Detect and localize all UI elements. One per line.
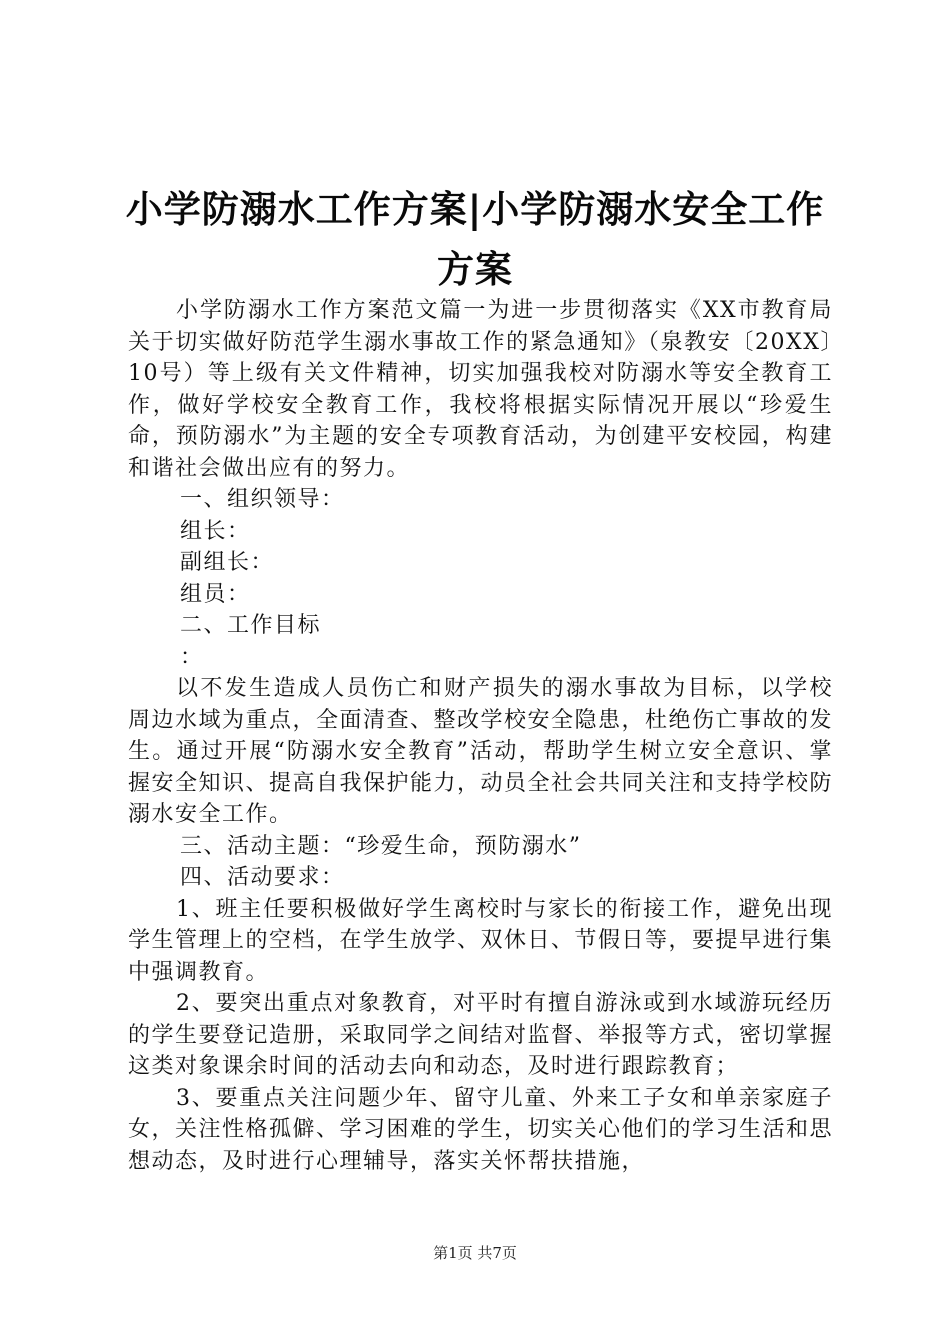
section-heading-goals: 二、工作目标	[180, 613, 322, 638]
goals-colon: ：	[180, 644, 204, 670]
role-deputy-leader: 副组长：	[180, 550, 275, 575]
requirement-item-2: 2、要突出重点对象教育，对平时有擅自游泳或到水域游玩经历的学生要登记造册，采取同学之间结对监督、举报等方式，密切掌握这类对象课余时间的活动去向和动态，及时进行跟踪教育；	[128, 991, 834, 1079]
section-heading-theme: 三、活动主题：“珍爱生命，预防溺水”	[180, 833, 582, 859]
document-body	[128, 295, 833, 1177]
intro-paragraph: 小学防溺水工作方案范文篇一为进一步贯彻落实《XX市教育局关于切实做好防范学生溺水事故工作的紧急通知》（泉教安〔20XX〕10号）等上级有关文件精神，切实加强我校对防溺水等安全教育工作，做好学校安全教育工作，我校将根据实际情况开展以“珍爱生命，预防溺水”为主题的安全专项教育活动，为创建平安校园，构建和谐社会做出应有的努力。	[128, 298, 833, 481]
document-title: 小学防溺水工作方案|小学防溺水安全工作方案	[125, 188, 825, 291]
role-members: 组员：	[180, 581, 251, 607]
section-heading-organization: 一、组织领导：	[180, 487, 345, 512]
requirement-item-3: 3、要重点关注问题少年、留守儿童、外来工子女和单亲家庭子女，关注性格孤僻、学习困难的学生，切实关心他们的学习生活和思想动态，及时进行心理辅导，落实关怀帮扶措施，	[128, 1085, 834, 1174]
section-heading-requirements: 四、活动要求：	[180, 865, 345, 890]
page-number-footer: 第1页 共7页	[433, 1244, 517, 1262]
goals-paragraph: 以不发生造成人员伤亡和财产损失的溺水事故为目标，以学校周边水域为重点，全面清查、整改学校安全隐患，杜绝伤亡事故的发生。通过开展“防溺水安全教育”活动，帮助学生树立安全意识、掌握安全知识、提高自我保护能力，动员全社会共同关注和支持学校防溺水安全工作。	[128, 676, 834, 827]
requirement-item-1: 1、班主任要积极做好学生离校时与家长的衔接工作，避免出现学生管理上的空档，在学生放学、双休日、节假日等，要提早进行集中强调教育。	[128, 896, 834, 985]
role-leader: 组长：	[180, 518, 251, 544]
